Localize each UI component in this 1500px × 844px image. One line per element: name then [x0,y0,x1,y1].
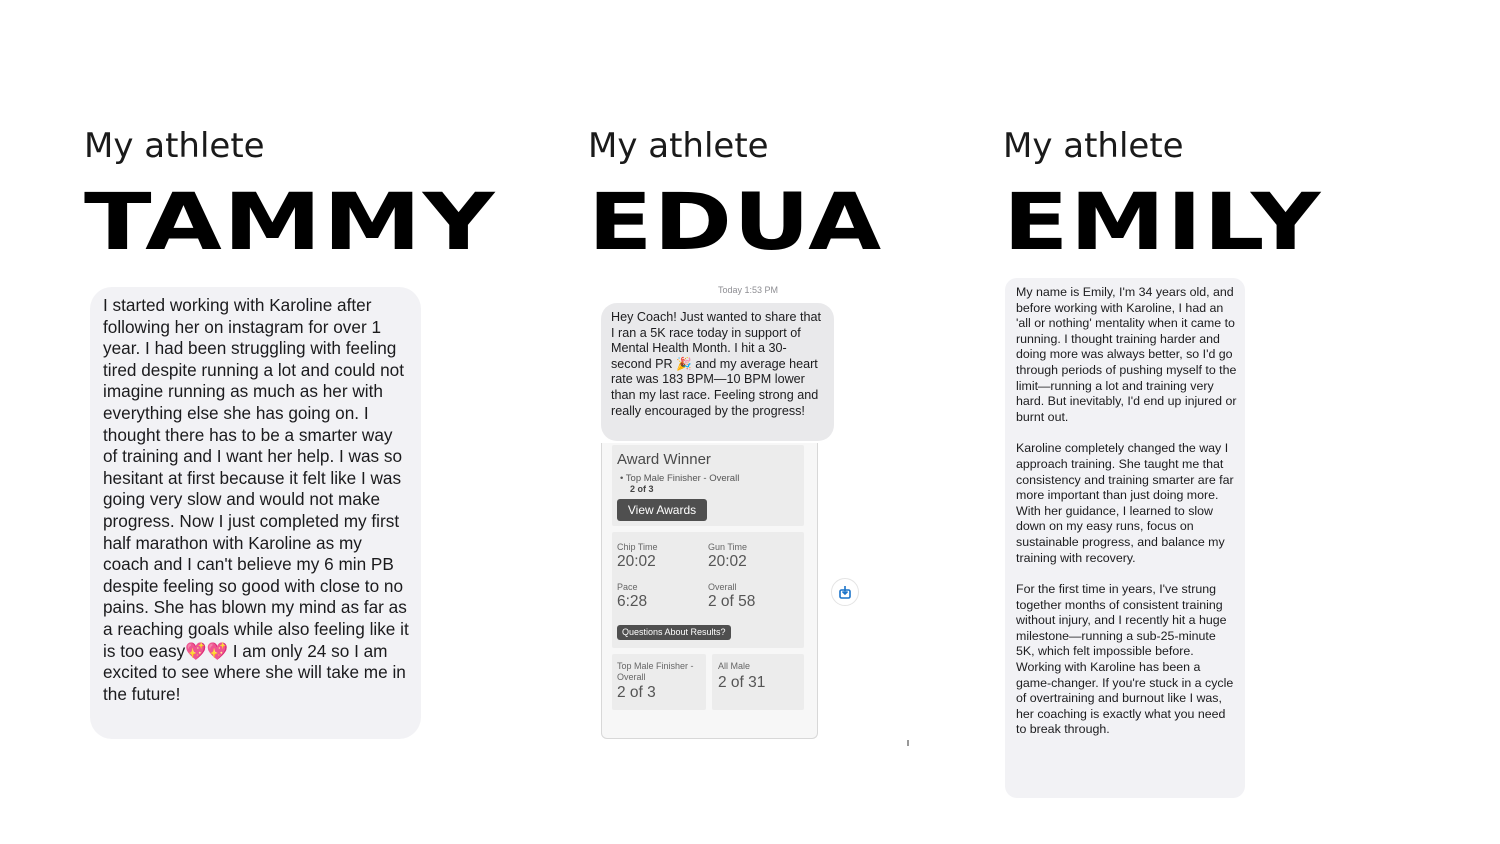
share-icon [838,585,852,599]
pace-label: Pace [617,582,638,592]
message-bubble: I started working with Karoline after following her on instagram for over 1 year. I had been struggling with feeling tired despite running a lot and could not imagine running as much as her with everything else she has going on. I thought there has to be a smarter way of training and I want her help. I was so hesitant at first because it felt like I was going very slow and would not make progress. Now I just completed my first half marathon with Karoline as my coach and I can't believe my 6 min PB despite feeling so good with close to no pains. She has blown my mind as far as a reaching goals while also feeling like it is too easy💖💖 I am only 24 so I am excited to see where she will take me in the future! [90,287,421,739]
kicker-text: My athlete [84,126,265,166]
award-rank: 2 of 3 [630,484,654,494]
placement-panel [712,654,804,710]
award-category-label: Top Male Finisher - Overall [625,473,740,484]
overall-value: 2 of 58 [708,593,756,610]
message-timestamp: Today 1:53 PM [718,285,779,295]
placement-value: 2 of 3 [617,684,656,701]
athlete-name: EDUA [588,178,883,268]
placement-label: Top Male Finisher - Overall [617,661,694,682]
chip-time-value: 20:02 [617,553,656,570]
award-category: • Top Male Finisher - Overall [620,473,740,484]
placement-value: 2 of 31 [718,674,766,691]
chip-time-label: Chip Time [617,542,658,552]
divider [907,740,909,746]
athlete-name: EMILY [1003,178,1322,268]
kicker-text: My athlete [588,126,769,166]
message-paragraph: My name is Emily, I'm 34 years old, and before working with Karoline, I had an 'all or nothing' mentality when it came to running. I thought training harder and doing more was always better, so I'd go through periods of pushing myself to the limit—running a lot and training very hard. But inevitably, I'd end up injured or burnt out. [1016,285,1237,424]
gun-time-value: 20:02 [708,553,747,570]
results-panel [612,532,804,648]
placement-label: All Male [718,661,751,671]
message-bubble: Hey Coach! Just wanted to share that I ran a 5K race today in support of Mental Health Month. I hit a 30-second PR 🎉 and my average heart rate was 183 BPM—10 BPM lower than my last race. Feeling strong and really encouraged by the progress! [601,303,834,441]
award-title: Award Winner [617,451,711,468]
message-paragraph: For the first time in years, I've strung together months of consistent training without injury, and I recently hit a huge milestone—running a sub-25-minute 5K, which felt impossible before. Working with Karoline has been a game-changer. If you're stuck in a cycle of overtraining and burnout like I was, her coaching is exactly what you need to break through. [1016,582,1234,737]
questions-about-results-button[interactable]: Questions About Results? [617,625,731,640]
athlete-name: TAMMY [84,178,496,268]
message-bubble [1005,278,1245,798]
placement-panel [612,654,706,710]
award-panel [612,445,804,526]
share-button[interactable] [831,578,859,606]
pace-value: 6:28 [617,593,648,610]
message-paragraph: Karoline completely changed the way I approach training. She taught me that consistency and training smarter are far more important than just doing more. With her guidance, I learned to slow down on my easy runs, focus on sustainable progress, and balance my training with recovery. [1016,441,1234,565]
overall-label: Overall [708,582,737,592]
view-awards-button[interactable]: View Awards [617,499,707,521]
race-result-card [601,443,818,739]
gun-time-label: Gun Time [708,542,748,552]
kicker-text: My athlete [1003,126,1184,166]
